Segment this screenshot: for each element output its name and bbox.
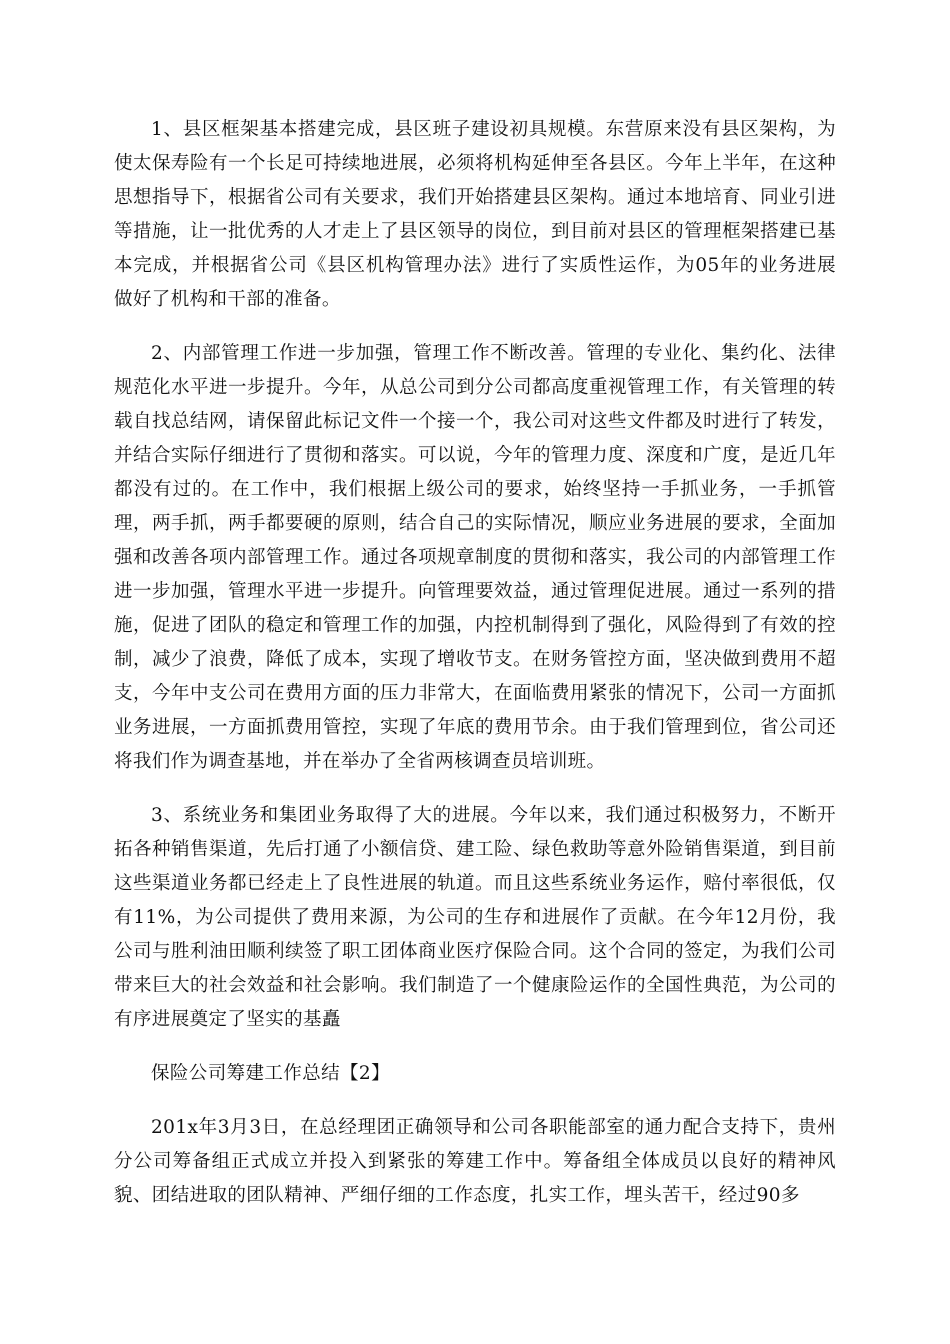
paragraph-county-framework: 1、县区框架基本搭建完成，县区班子建设初具规模。东营原来没有县区架构，为使太保寿险有一个长足可持续地进展，必须将机构延伸至各县区。今年上半年，在这种思想指导下，根据省公司有关要求，我们开始搭建县区架构。通过本地培育、同业引进等措施，让一批优秀的人才走上了县区领导的岗位，到目前对县区的管理框架搭建已基本完成，并根据省公司《县区机构管理办法》进行了实质性运作，为05年的业务进展做好了机构和干部的准备。: [114, 119, 836, 310]
paragraph-system-business: 3、系统业务和集团业务取得了大的进展。今年以来，我们通过积极努力，不断开拓各种销售渠道，先后打通了小额信贷、建工险、绿色救助等意外险销售渠道，到目前这些渠道业务都已经走上了良性进展的轨道。而且这些系统业务运作，赔付率很低，仅有11%，为公司提供了费用来源，为公司的生存和进展作了贡献。在今年12月份，我公司与胜利油田顺利续签了职工团体商业医疗保险合同。这个合同的签定，为我们公司带来巨大的社会效益和社会影响。我们制造了一个健康险运作的全国性典范，为公司的有序进展奠定了坚实的基矗: [114, 805, 836, 1030]
document-body: [114, 113, 836, 1233]
section-title: 保险公司筹建工作总结【2】: [151, 1063, 390, 1084]
paragraph-internal-management: 2、内部管理工作进一步加强，管理工作不断改善。管理的专业化、集约化、法律规范化水平进一步提升。今年，从总公司到分公司都高度重视管理工作，有关管理的转载自找总结网，请保留此标记文件一个接一个，我公司对这些文件都及时进行了转发，并结合实际仔细进行了贯彻和落实。可以说，今年的管理力度、深度和广度，是近几年都没有过的。在工作中，我们根据上级公司的要求，始终坚持一手抓业务，一手抓管理，两手抓，两手都要硬的原则，结合自己的实际情况，顺应业务进展的要求，全面加强和改善各项内部管理工作。通过各项规章制度的贯彻和落实，我公司的内部管理工作进一步加强，管理水平进一步提升。向管理要效益，通过管理促进展。通过一系列的措施，促进了团队的稳定和管理工作的加强，内控机制得到了强化，风险得到了有效的控制，减少了浪费，降低了成本，实现了增收节支。在财务管控方面，坚决做到费用不超支，今年中支公司在费用方面的压力非常大，在面临费用紧张的情况下，公司一方面抓业务进展，一方面抓费用管控，实现了年底的费用节余。由于我们管理到位，省公司还将我们作为调查基地，并在举办了全省两核调查员培训班。: [114, 343, 836, 772]
paragraph-preparation-start: 201x年3月3日，在总经理团正确领导和公司各职能部室的通力配合支持下，贵州分公司筹备组正式成立并投入到紧张的筹建工作中。筹备组全体成员以良好的精神风貌、团结进取的团队精神、严细仔细的工作态度，扎实工作，埋头苦干，经过90多: [114, 1117, 836, 1206]
